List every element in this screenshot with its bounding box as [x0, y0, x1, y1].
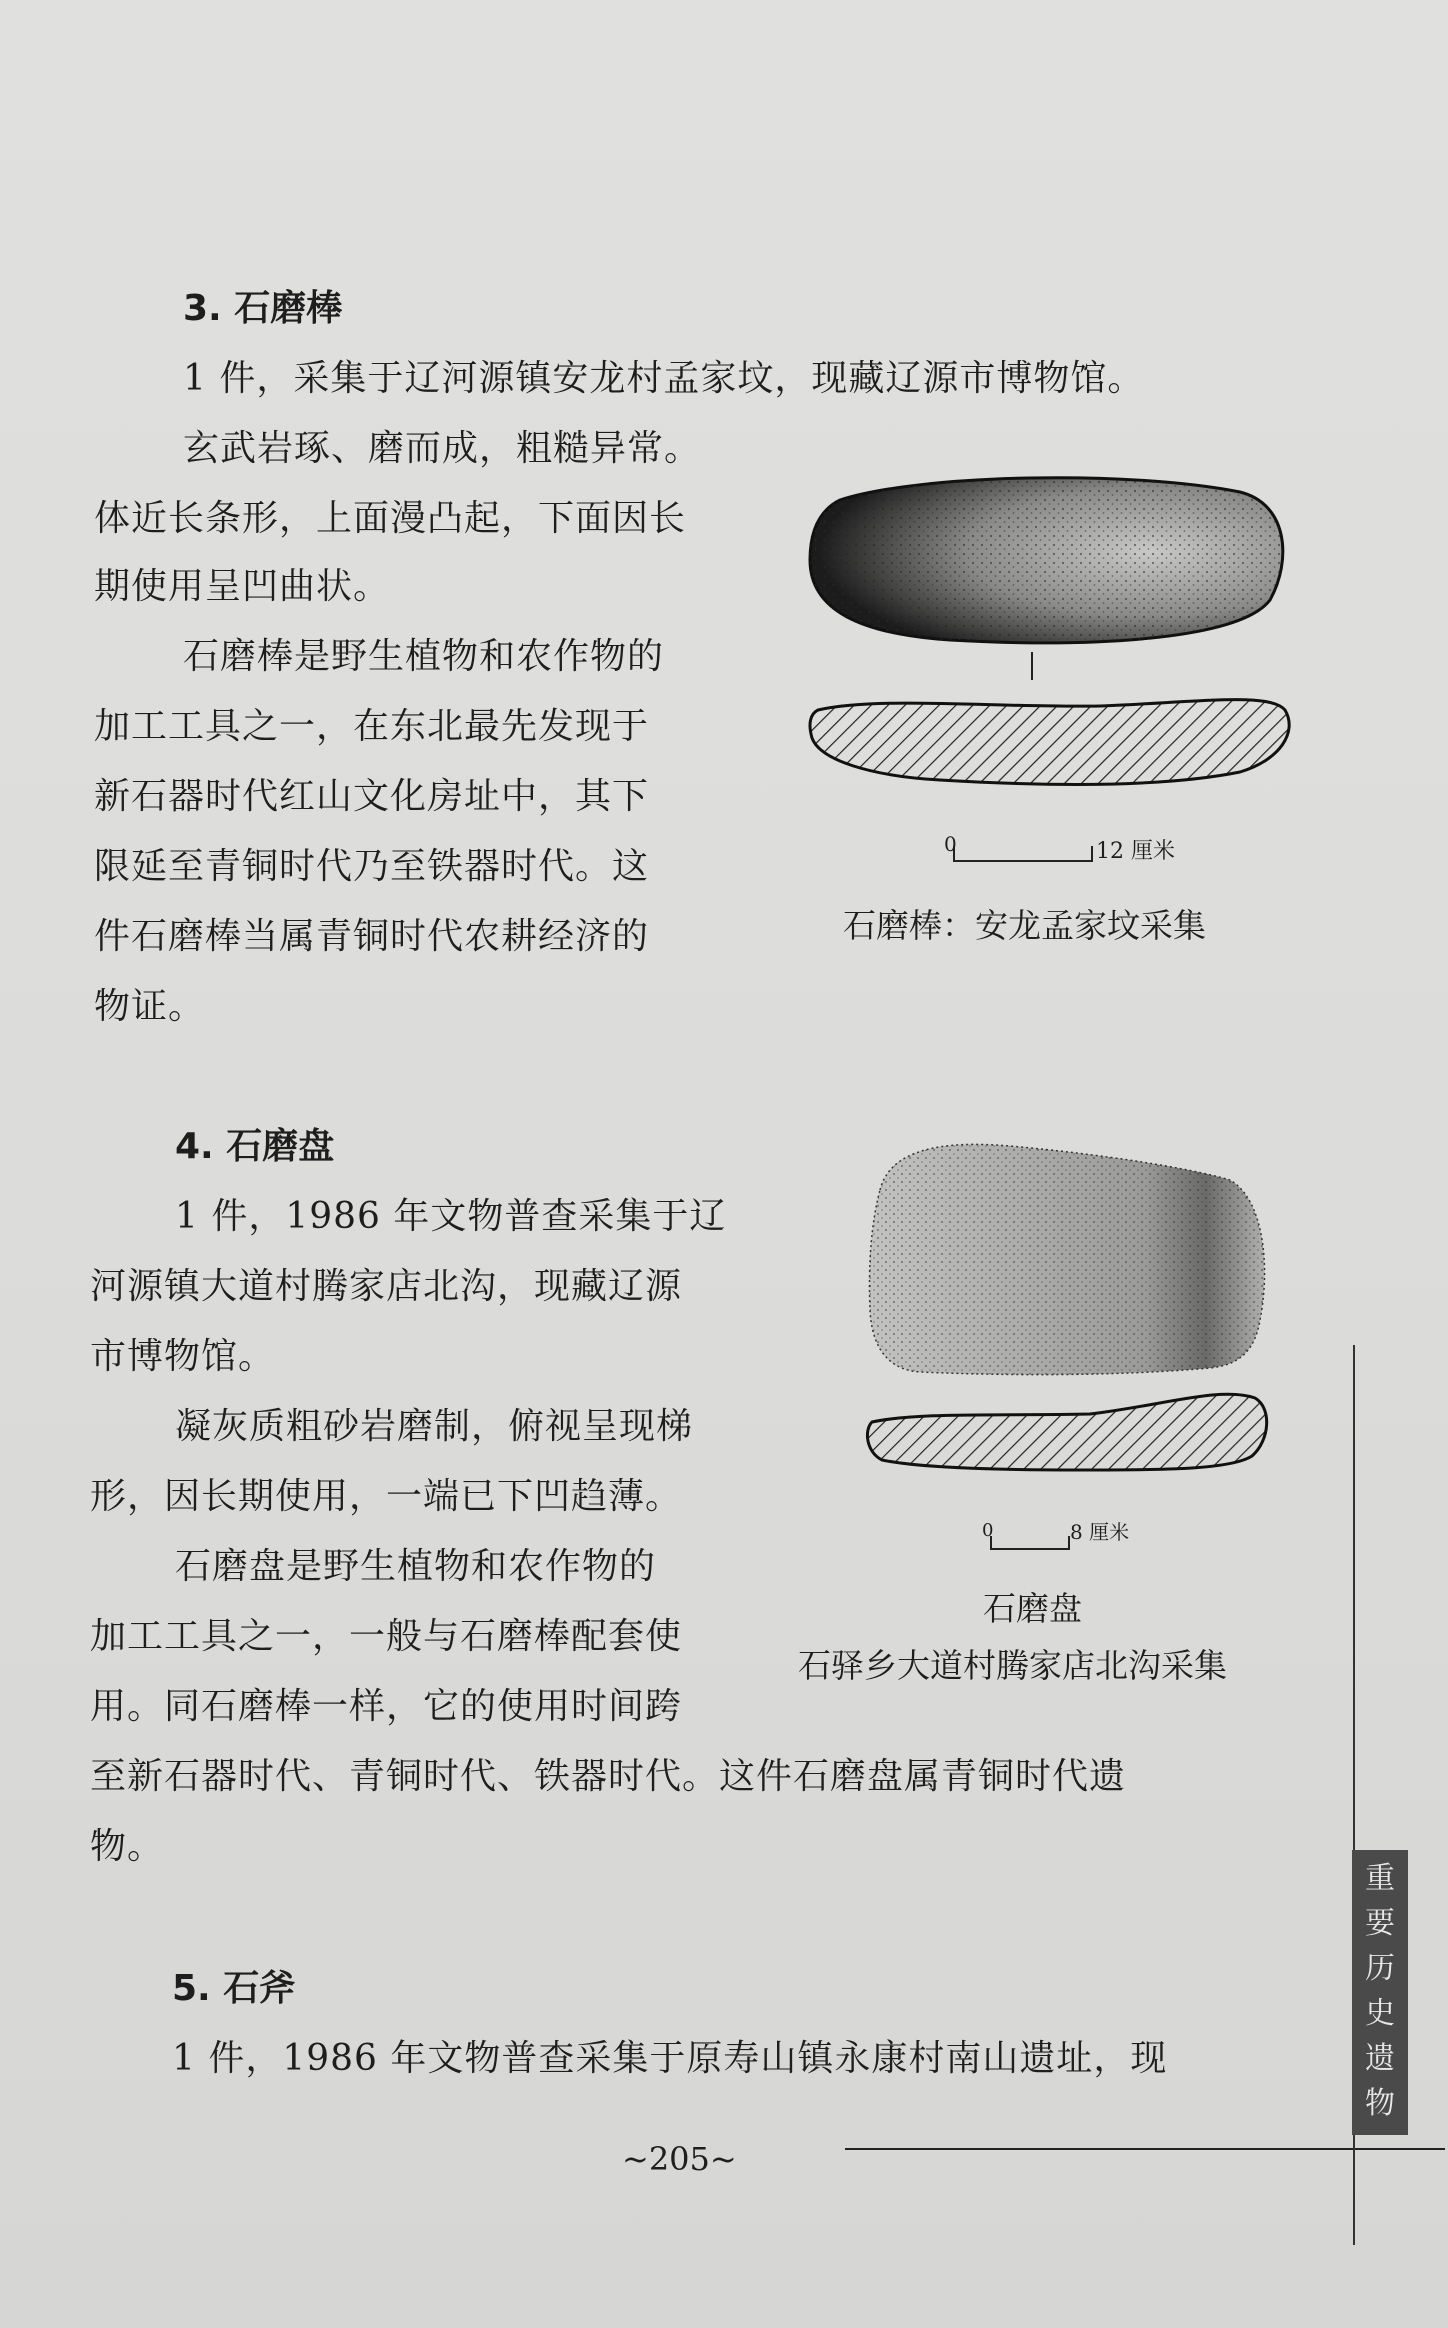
paragraph-line: 河源镇大道村腾家店北沟，现藏辽源: [90, 1266, 683, 1307]
scale-end-label: 8 厘米: [1070, 1520, 1130, 1544]
section-heading-4: 4. 石磨盘: [175, 1126, 335, 1167]
paragraph-line: 玄武岩琢、磨而成，粗糙异常。: [183, 428, 702, 469]
figure-caption-title: 石磨盘: [983, 1589, 1082, 1628]
paragraph-line: 加工工具之一，在东北最先发现于: [94, 706, 650, 747]
paragraph-line: 1 件，1986 年文物普查采集于辽: [175, 1196, 727, 1237]
paragraph-line: 石磨盘是野生植物和农作物的: [175, 1546, 657, 1587]
figure-caption: 石驿乡大道村腾家店北沟采集: [798, 1646, 1227, 1685]
grinding-rod-drawing: [800, 470, 1300, 800]
paragraph-line: 期使用呈凹曲状。: [94, 566, 391, 607]
paragraph-line: 件石磨棒当属青铜时代农耕经济的: [94, 916, 650, 957]
scale-bar: [953, 860, 1093, 862]
page-number: ~205~: [622, 2140, 737, 2178]
section-heading-5: 5. 石斧: [172, 1968, 296, 2009]
grinding-slab-drawing: [860, 1140, 1280, 1520]
scale-end-label: 12 厘米: [1096, 839, 1175, 864]
section-heading-3: 3. 石磨棒: [183, 288, 343, 329]
paragraph-line: 市博物馆。: [90, 1336, 276, 1377]
scale-start-label: 0: [982, 1520, 994, 1541]
footer-rule: [845, 2148, 1445, 2150]
paragraph-line: 物。: [90, 1826, 165, 1867]
paragraph-line: 形，因长期使用，一端已下凹趋薄。: [90, 1476, 683, 1517]
paragraph-line: 至新石器时代、青铜时代、铁器时代。这件石磨盘属青铜时代遗: [90, 1756, 1127, 1797]
paragraph-line: 加工工具之一，一般与石磨棒配套使: [90, 1616, 683, 1657]
paragraph-line: 物证。: [94, 986, 206, 1027]
paragraph-line: 1 件，1986 年文物普查采集于原寿山镇永康村南山遗址，现: [172, 2038, 1168, 2079]
chapter-side-tab: 重 要 历 史 遗 物: [1352, 1850, 1408, 2135]
paragraph-line: 体近长条形，上面漫凸起，下面因长: [94, 498, 687, 539]
figure-caption: 石磨棒：安龙孟家坟采集: [843, 906, 1206, 945]
paragraph-line: 限延至青铜时代乃至铁器时代。这: [94, 846, 650, 887]
scale-bar: [990, 1548, 1070, 1550]
paragraph-line: 用。同石磨棒一样，它的使用时间跨: [90, 1686, 683, 1727]
paragraph-line: 凝灰质粗砂岩磨制，俯视呈现梯: [175, 1406, 694, 1447]
paragraph-line: 新石器时代红山文化房址中，其下: [94, 776, 650, 817]
paragraph-line: 1 件，采集于辽河源镇安龙村孟家坟，现藏辽源市博物馆。: [183, 358, 1145, 399]
paragraph-line: 石磨棒是野生植物和农作物的: [183, 636, 665, 677]
scale-start-label: 0: [944, 832, 957, 856]
